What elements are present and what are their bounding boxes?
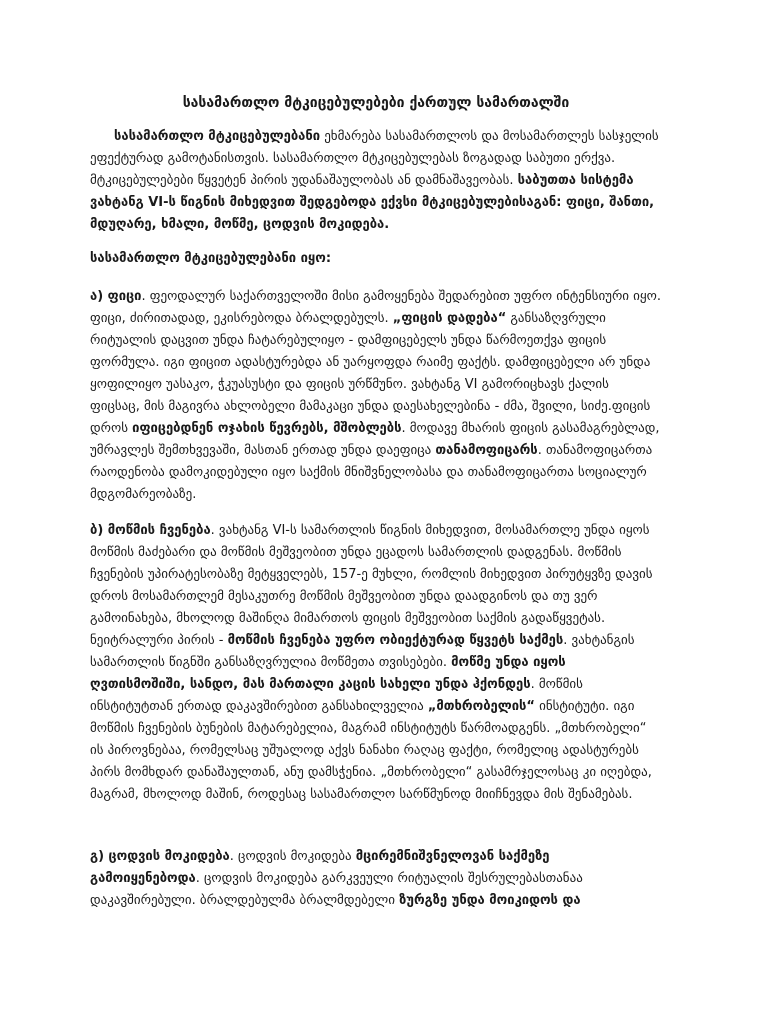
intro-paragraph	[90, 126, 662, 236]
intro-text: ეხმარება სასამართლოს და მოსამართლეს სასჯელის ეფექტურად გამოტანისთვის. სასამართლო მტკიცებულებას ზოგადად საბუთი ერქვა. მტკიცებულებები წყვეტენ პირის უდანაშაულობას ან დამნაშავეობას.	[90, 129, 659, 188]
section-sin-bearing-text-1: . ცოდვის მოკიდება	[229, 849, 356, 864]
evidence-list-heading-text: სასამართლო მტკიცებულებანი იყო:	[90, 251, 332, 266]
section-oath-text-4: . თანამოფიცართა რაოდენობა დამოკიდებული იყო საქმის მნიშვნელობასა და თანამოფიცართა სოციალურ მდგომარეობაზე.	[90, 443, 653, 502]
section-oath-text-1: . ფეოდალურ საქართველოში მისი გამოყენება შედარებით უფრო ინტენსიური იყო. ფიცი, ძირითადად, ეკისრებოდა ბრალდებულს.	[90, 289, 661, 326]
section-oath-bold-4: თანამოფიცარს	[435, 443, 538, 458]
section-witness-bold-4: „მთხრობელის“	[427, 699, 535, 714]
section-witness-text-1: . ვახტანგ VI-ს სამართლის წიგნის მიხედვით, მოსამართლე უნდა იყოს მოწმის მაძებარი და მოწმის მეშვეობით უნდა ეცადოს სამართლის დადგენას. მოწმის ჩვენების უპირატესობაზე მეტყველებს, 157-ე მუხლი, რომლის მიხედვით პირუტყვზე დავის დროს მოსამართლემ მესაკუთრე მოწმის მეშვეობით უნდა დაადგინოს და თუ ვერ გამოინახება, მხოლოდ მაშინღა მიმართოს ფიცის მეშვეობით საქმის გადაწყვეტას. ნეიტრალური პირის -	[90, 523, 653, 648]
section-oath-text-3: . მოდავე მხარის ფიცის გასამაგრებლად, უმრავლეს შემთხვევაში, მასთან ერთად უნდა დაეფიცა	[90, 421, 660, 458]
section-oath-bold-3: იფიცებდნენ ოჯახის წევრებს, მშობლებს	[132, 421, 402, 436]
section-sin-bearing	[90, 846, 662, 912]
section-oath-bold-2: „ფიცის დადება“	[392, 311, 507, 326]
section-oath	[90, 286, 662, 506]
section-sin-bearing-bold-2: მცირემნიშვნელოვან საქმეზე გამოიყენებოდა	[90, 849, 550, 886]
section-witness-text-2: . ვახტანგის სამართლის წიგნში განსაზღვრულია მოწმეთა თვისებები.	[90, 633, 635, 670]
section-witness-bold-2: მოწმის ჩვენება უფრო ობიექტურად წყვეტს საქმეს	[227, 633, 564, 648]
section-witness	[90, 520, 662, 806]
intro-bold-system: საბუთთა სისტემა ვახტანგ VI-ს წიგნის მიხედვით შედგებოდა ექვსი მტკიცებულებისაგან: ფიცი, შანთი, მდუღარე, ხმალი, მოწმე, ცოდვის მოკიდება.	[90, 173, 655, 232]
section-witness-text-4: ინსტიტუტი. იგი მოწმის ჩვენების ბუნების მატარებელია, მაგრამ ინსტიტუტს წარმოადგენს. „მთხრობელი“ ის პიროვნებაა, რომელსაც უშუალოდ აქვს ნანახი რაღაც ფაქტი, რომელიც ადასტურებს პირს მომხდარ დანაშაულთან, ანუ დამსჭენია. „მთხრობელი“ გასამრჯელოსაც კი იღებდა, მაგრამ, მხოლოდ მაშინ, როდესაც სასამართლო სარწმუნოდ მიიჩნევდა მის შენამებას.	[90, 699, 652, 802]
section-oath-heading: ა) ფიცი	[90, 289, 142, 304]
section-sin-bearing-heading: გ) ცოდვის მოკიდება	[90, 849, 230, 864]
section-oath-text-2: განსაზღვრული რიტუალის დაცვით უნდა ჩატარებულიყო - დამფიცებელს უნდა წარმოეთქვა ფიცის ფორმულა. იგი ფიცით ადასტურებდა ან უარყოფდა რაიმე ფაქტს. დამფიცებელი არ უნდა ყოფილიყო უასაკო, ჭკუასუსტი და ფიცის ურწმუნო. ვახტანგ VI გამორიცხავს ქალის ფიცსაც, მის მაგივრა ახლობელი მამაკაცი უნდა დაესახელებინა - ძმა, შვილი, სიძე.ფიცის დროს	[90, 311, 651, 436]
section-witness-heading: ბ) მოწმის ჩვენება	[90, 523, 211, 538]
intro-bold-term: სასამართლო მტკიცებულებანი	[114, 129, 321, 144]
section-sin-bearing-bold-3: ზურგზე უნდა მოიკიდოს და	[399, 893, 581, 908]
section-witness-bold-3: მოწმე უნდა იყოს ღვთისმოშიში, სანდო, მას მართალი კაცის სახელი უნდა ჰქონდეს	[90, 655, 566, 692]
document-title: სასამართლო მტკიცებულებები ქართულ სამართალში	[182, 95, 570, 111]
evidence-list-heading	[90, 248, 662, 270]
section-sin-bearing-text-2: . ცოდვის მოკიდება გარკვეული რიტუალის შესრულებასთანაა დაკავშირებული. ბრალდებულმა ბრალმდებელი	[90, 871, 583, 908]
section-witness-text-3: . მოწმის ინსტიტუტთან ერთად დაკავშირებით განსახილველია	[90, 677, 583, 714]
